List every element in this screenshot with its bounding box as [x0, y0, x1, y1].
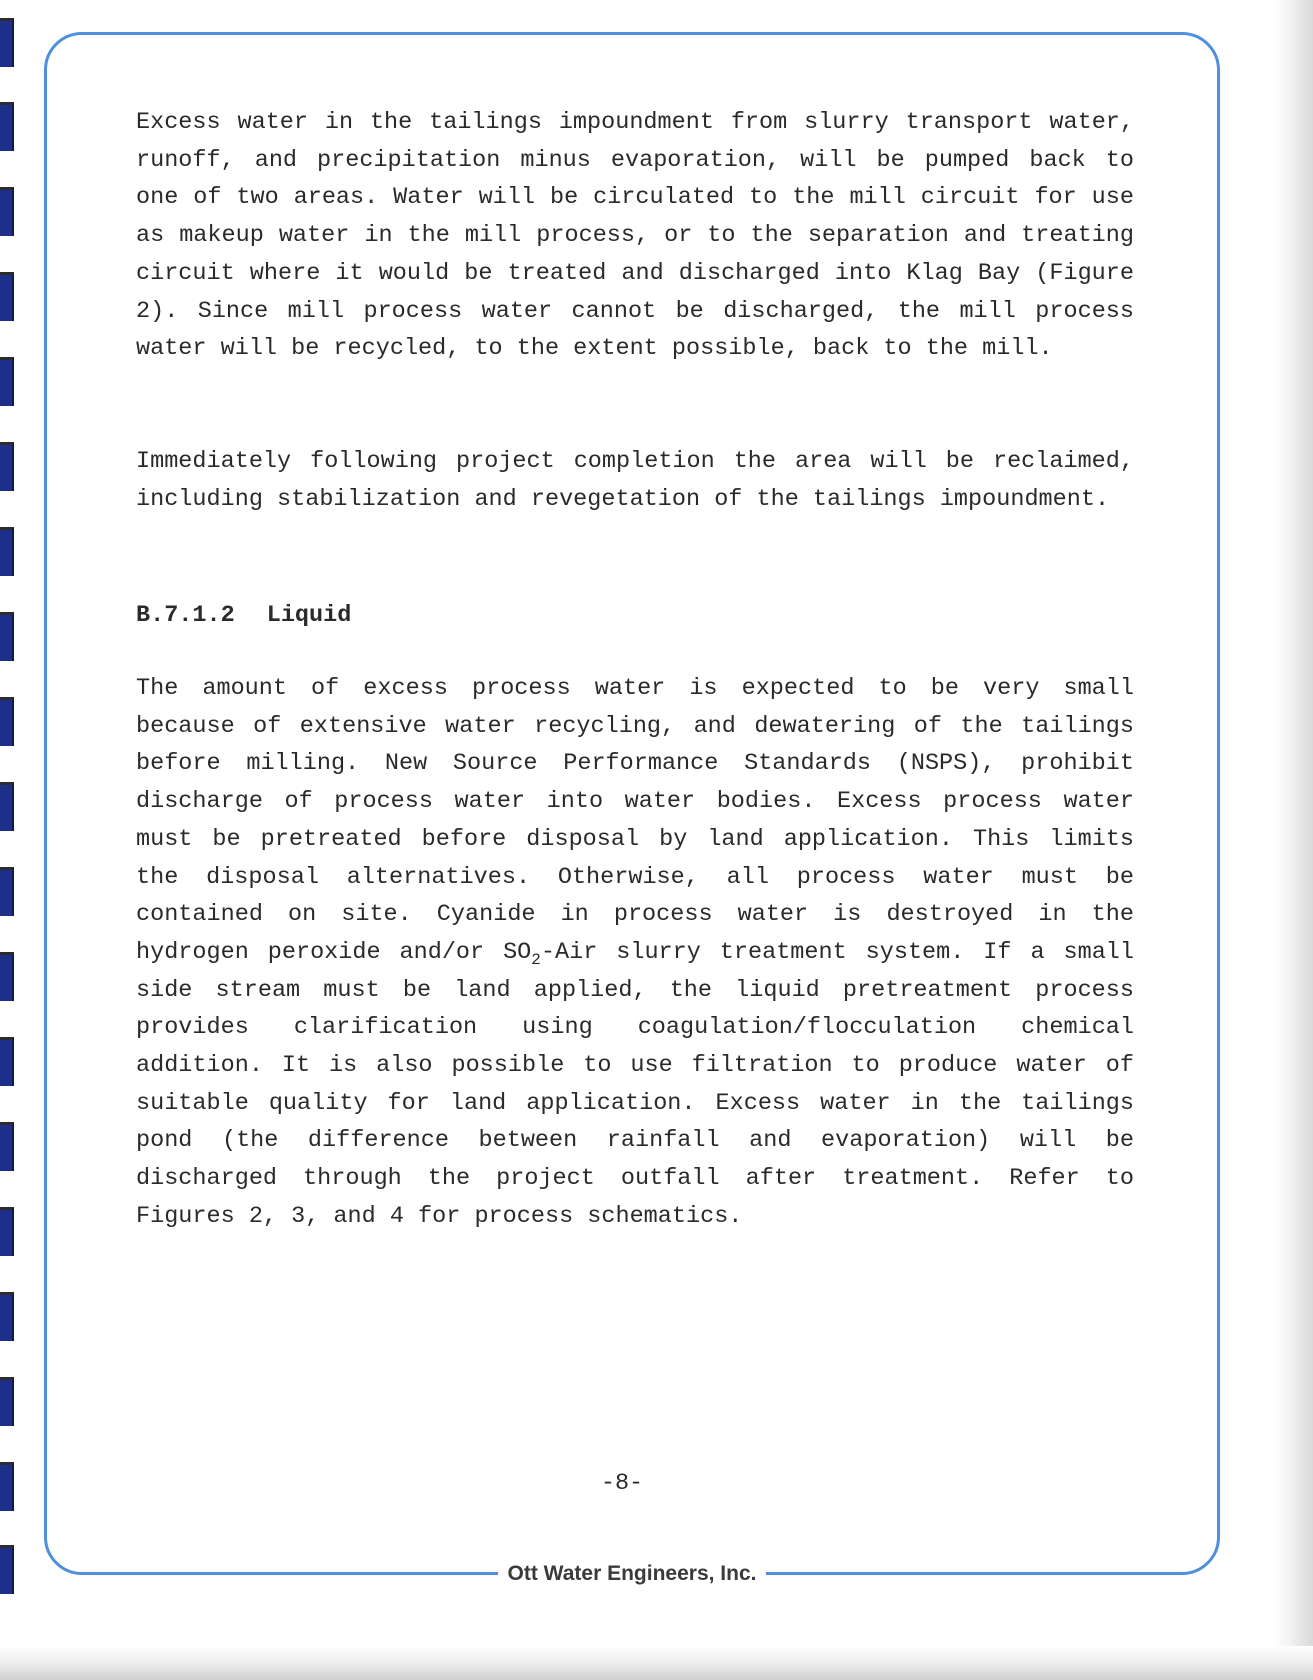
subscript: 2 [531, 950, 541, 969]
binding-ring [0, 782, 14, 831]
footer-company-name: Ott Water Engineers, Inc. [498, 1559, 767, 1589]
page-number: -8- [600, 1470, 644, 1497]
paragraph-tailings-water: Excess water in the tailings impoundment from slurry transport water, runoff, and precipitation minus evaporation, will be pumped back to one of two areas. Water will be circulated to the mill circuit for use as makeup water in the mill process, or to the separation and treating circuit where it would be treated and discharged into Klag Bay (Figure 2). Since mill process water cannot be discharged, the mill process water will be recycled, to the extent possible, back to the mill. [136, 109, 1134, 363]
binding-ring [0, 1122, 14, 1171]
binding-ring [0, 442, 14, 491]
paragraph-text: The amount of excess process water is expected to be very small because of extensive water recycling, and dewatering of the tailings before milling. New Source Performance Standards (NSPS), prohibit discharge of process water into water bodies. Excess process water must be pretreated before disposal by land application. This limits the disposal alternatives. Otherwise, all process water must be contained on site. Cyanide in process water is destroyed in the hydrogen peroxide and/or SO [136, 675, 1134, 966]
page-edge-shadow-right [1273, 0, 1313, 1680]
footer [44, 1559, 1220, 1589]
page-edge-shadow-bottom [0, 1646, 1313, 1680]
binding-ring [0, 1037, 14, 1086]
binding-ring [0, 272, 14, 321]
binding-ring [0, 357, 14, 406]
binding-ring [0, 18, 14, 67]
binding-ring [0, 1545, 14, 1594]
section-heading [136, 597, 351, 635]
paragraph-text: -Air slurry treatment system. If a small side stream must be land applied, the liquid pretreatment process provides clarification using coagulation/flocculation chemical addition. It is also possible to use filtration to produce water of suitable quality for land application. Excess water in the tailings pond (the difference between rainfall and evaporation) will be discharged through the project outfall after treatment. Refer to Figures 2, 3, and 4 for process schematics. [136, 938, 1135, 1230]
binding-ring [0, 1292, 14, 1341]
binding-ring [0, 1377, 14, 1426]
binding-ring [0, 1207, 14, 1256]
binding-ring [0, 527, 14, 576]
binding-ring [0, 187, 14, 236]
spiral-binding [0, 0, 18, 1680]
binding-ring [0, 952, 14, 1001]
paragraph-reclamation: Immediately following project completion the area will be reclaimed, including stabilization and revegetation of the tailings impoundment. [136, 448, 1134, 513]
binding-ring [0, 612, 14, 661]
binding-ring [0, 867, 14, 916]
binding-ring [0, 697, 14, 746]
section-title: Liquid [266, 602, 352, 629]
binding-ring [0, 102, 14, 151]
section-number: B.7.1.2 [136, 602, 235, 629]
paragraph-liquid-process-water [136, 670, 1134, 1236]
